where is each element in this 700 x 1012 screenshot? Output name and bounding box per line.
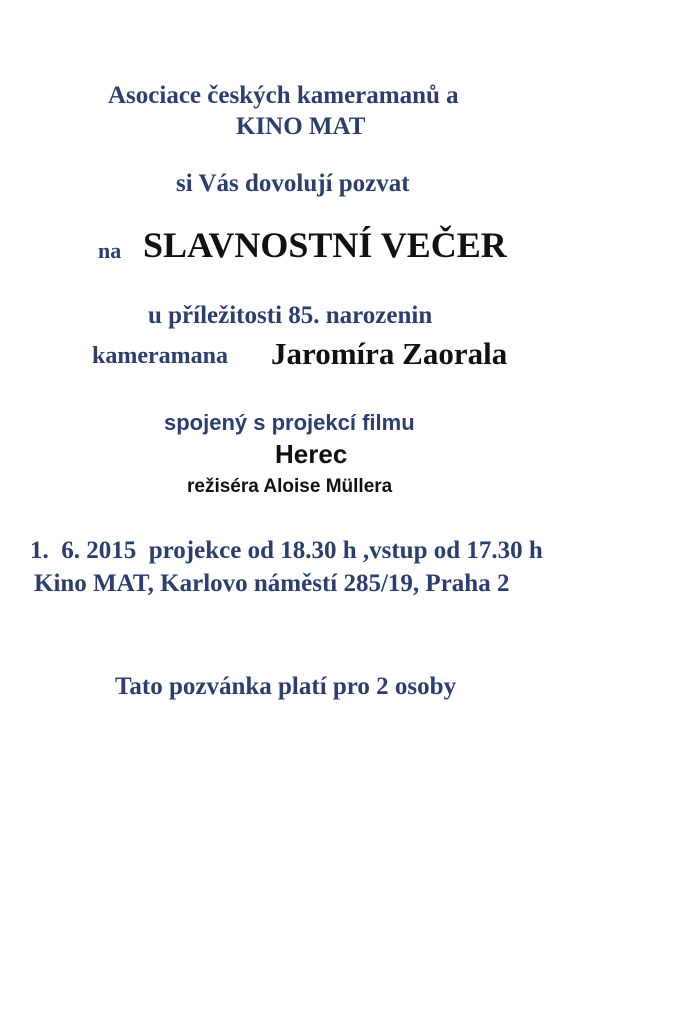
organizer-line-1: Asociace českých kameramanů a (108, 82, 459, 109)
venue: Kino MAT, Karlovo náměstí 285/19, Praha 2 (34, 570, 510, 597)
event-prefix: na (98, 238, 122, 263)
honoree-prefix: kameramana (92, 343, 228, 369)
invite-text: si Vás dovolují pozvat (176, 170, 410, 197)
event-title: SLAVNOSTNÍ VEČER (143, 225, 507, 265)
occasion-line: u příležitosti 85. narozenin (148, 302, 433, 329)
validity-note: Tato pozvánka platí pro 2 osoby (115, 673, 457, 700)
film-director: režiséra Aloise Müllera (187, 476, 393, 497)
organizer-line-2: KINO MAT (236, 113, 366, 140)
honoree-name: Jaromíra Zaorala (271, 336, 508, 371)
film-title: Herec (275, 439, 348, 469)
date-time: 1. 6. 2015 projekce od 18.30 h ,vstup od 17.30 h (30, 537, 543, 564)
film-intro: spojený s projekcí filmu (164, 410, 415, 435)
